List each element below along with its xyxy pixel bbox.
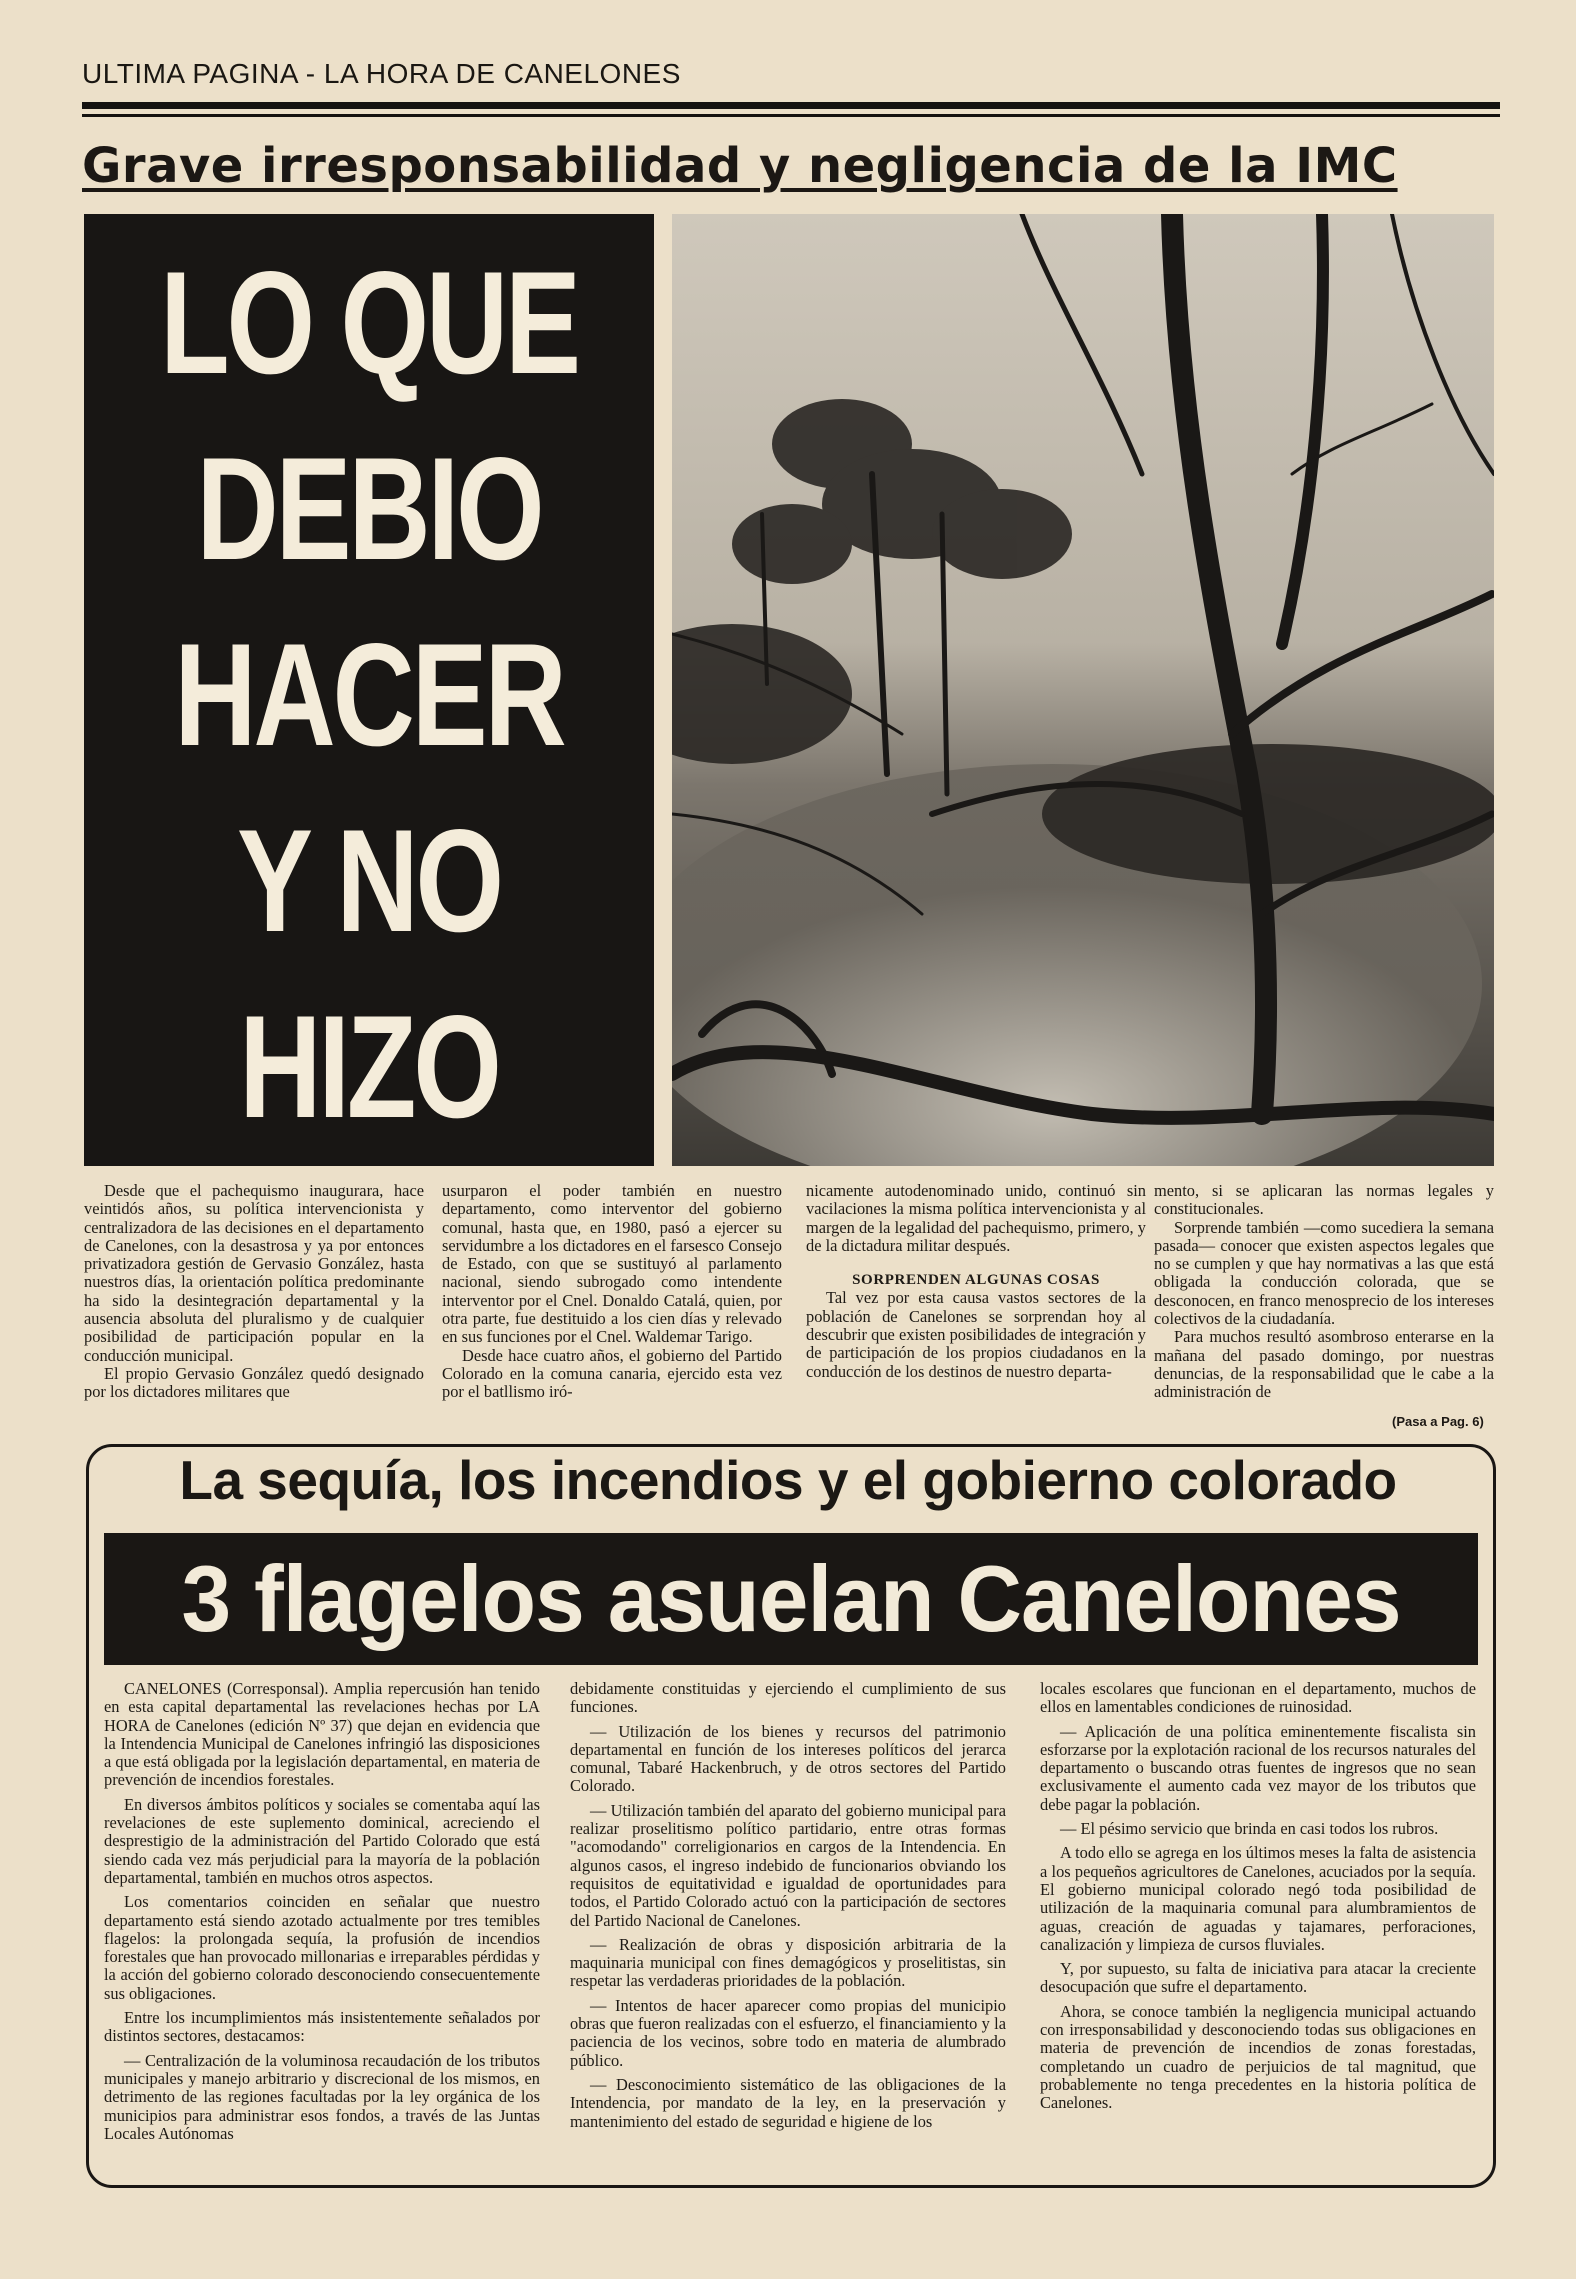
- paragraph: — El pésimo servicio que brinda en casi todos los rubros.: [1060, 1819, 1439, 1839]
- paragraph: A todo ello se agrega en los últimos meses la falta de asistencia a los pequeños agricultores de Canelones, acuciados por la sequía. El gobierno municipal colorado negó toda posibilidad de utilización de la maquinaria comunal para alumbramientos de aguas, creación de aguadas y tajamares, perforaciones, canalización y limpieza de cursos fluviales.: [1040, 1843, 1476, 1954]
- paragraph: — Utilización también del aparato del gobierno municipal para realizar proselitismo político partidario, entre otras formas "acomodando" correligionarios en cargos de la Intendencia. En algunos casos, el ingreso indebido de funcionarios obviando los requisitos de equitatividad e igualdad de oportunidades para todos, el Partido Colorado actuó con la participación de sectores del Partido Nacional de Canelones.: [570, 1800, 1006, 1930]
- paragraph: Tal vez por esta causa vastos sectores de la población de Canelones se sorprendan hoy al descubrir que existen posibilidades de integración y de participación de los propios ciudadanos en la conducción de los destinos de nuestro departa-: [806, 1288, 1146, 1381]
- paragraph: — Aplicación de una política eminentemente fiscalista sin esforzarse por la explotación racional de los recursos naturales del departamento o buscando otras fuentes de ingresos que no sean exclusivamente el aumento cada vez mayor de los tributos que debe pagar la población.: [1040, 1721, 1476, 1814]
- article1-column-2: [442, 1182, 782, 1402]
- continued-note: (Pasa a Pag. 6): [1392, 1414, 1484, 1429]
- section-subhead: SORPRENDEN ALGUNAS COSAS: [852, 1272, 1100, 1289]
- title-line: HIZO: [239, 985, 499, 1148]
- paragraph: — Realización de obras y disposición arbitraria de la maquinaria municipal con fines demagógicos y proselitistas, sin respetar las verdaderas prioridades de la población.: [570, 1934, 1006, 1991]
- paragraph: Para muchos resultó asombroso enterarse en la mañana del pasado domingo, por nuestras denuncias, de la responsabilidad que le cabe a la administración de: [1154, 1327, 1494, 1402]
- paragraph: locales escolares que funcionan en el departamento, muchos de ellos en lamentables condiciones de ruinosidad.: [1040, 1679, 1476, 1717]
- title-line: HACER: [174, 613, 564, 776]
- article2-column-3: [1040, 1680, 1476, 2119]
- burned-forest-photo: [672, 214, 1494, 1166]
- article2-column-2: [570, 1680, 1006, 2137]
- paragraph: debidamente constituidas y ejerciendo el cumplimiento de sus funciones.: [570, 1679, 1006, 1717]
- title-line: LO QUE: [160, 241, 578, 404]
- title-block: [84, 214, 654, 1166]
- article2-banner: [104, 1533, 1478, 1665]
- header-rule-top: [82, 102, 1500, 109]
- running-head: ULTIMA PAGINA - LA HORA DE CANELONES: [82, 58, 681, 89]
- paragraph: Y, por supuesto, su falta de iniciativa para atacar la creciente desocupación que sufre el departamento.: [1040, 1959, 1476, 1997]
- paragraph: — Intentos de hacer aparecer como propias del municipio obras que fueron realizadas con el esfuerzo, el financiamiento y la paciencia de los vecinos, sobre todo en materia de alumbrado público.: [570, 1995, 1006, 2070]
- paragraph: usurparon el poder también en nuestro departamento, como interventor del gobierno comunal, hasta que, en 1980, pasó a ejercer su servidumbre a los dictadores en el farsesco Consejo de Estado, con que se sustituyó al parlamento nacional, siendo subrogado como intendente interventor por el Cnel. Donaldo Catalá, quien, por otra parte, fue destituido a los cien días y relevado en sus funciones por el Cnel. Waldemar Tarigo.: [442, 1181, 782, 1347]
- paragraph: Sorprende también —como sucediera la semana pasada— conocer que existen aspectos legales que no se cumplen y que hay normativas a las que está obligada la conducción colorada, que se desconocen, en franco menosprecio de los intereses colectivos de la ciudadanía.: [1154, 1217, 1494, 1329]
- paragraph: nicamente autodenominado unido, continuó sin vacilaciones la misma política intervencionista y al margen de la legalidad del pachequismo, primero, y de la dictadura militar después.: [806, 1181, 1146, 1255]
- paragraph: Desde que el pachequismo inaugurara, hace veintidós años, su política intervencionista y centralizadora de las decisiones en el departamento de Canelones, con la desastrosa y ya por entonces privatizadora gestión de Gervasio González, hasta nuestros días, la orientación política predominante ha sido la desintegración departamental y la ausencia absoluta del pluralismo y de cualquier posibilidad de participación popular en la conducción municipal.: [84, 1181, 424, 1365]
- article2-kicker: La sequía, los incendios y el gobierno colorado: [179, 1449, 1397, 1511]
- paragraph: Entre los incumplimientos más insistentemente señalados por distintos sectores, destacamos:: [104, 2008, 540, 2046]
- paragraph: CANELONES (Corresponsal). Amplia repercusión han tenido en esta capital departamental las revelaciones hechas por LA HORA de Canelones (edición Nº 37) que dejan en evidencia que la Intendencia Municipal de Canelones infringió las disposiciones a que está obligada por la legislación departamental, en materia de prevención de incendios forestales.: [104, 1679, 540, 1790]
- main-headline: Grave irresponsabilidad y negligencia de la IMC: [82, 138, 1398, 194]
- paragraph: Ahora, se conoce también la negligencia municipal actuando con irresponsabilidad y desconociendo todas sus obligaciones en materia de prevención de incendios de zonas forestadas, completando un cuadro de perjuicios de tal magnitud, que probablemente no tenga precedentes en la historia política de Canelones.: [1040, 2001, 1476, 2113]
- article1-column-3: [806, 1182, 1146, 1381]
- article2-headline: 3 flagelos asuelan Canelones: [181, 1546, 1401, 1651]
- paragraph: — Desconocimiento sistemático de las obligaciones de la Intendencia, por mandato de la ley, en la preservación y mantenimiento del estado de seguridad e higiene de los: [570, 2074, 1006, 2131]
- paragraph: Los comentarios coinciden en señalar que nuestro departamento está siendo azotado actualmente por tres temibles flagelos: la prolongada sequía, la profusión de incendios forestales que han provocado millonarias e irreparables pérdidas y la acción del gobierno colorado desconociendo consecuentemente sus obligaciones.: [104, 1892, 540, 2003]
- header-rule-bottom: [82, 114, 1500, 117]
- article1-column-1: [84, 1182, 424, 1402]
- paragraph: mento, si se aplicaran las normas legales y constitucionales.: [1154, 1181, 1494, 1219]
- paragraph: — Utilización de los bienes y recursos del patrimonio departamental en función de los intereses políticos del jerarca comunal, Tabaré Hackenbruch, y de otros sectores del Partido Colorado.: [570, 1721, 1006, 1796]
- paragraph: Desde hace cuatro años, el gobierno del Partido Colorado en la comuna canaria, ejercido esta vez por el batllismo iró-: [442, 1345, 782, 1402]
- title-line: Y NO: [237, 799, 501, 962]
- paragraph: — Centralización de la voluminosa recaudación de los tributos municipales y manejo arbitrario y discrecional de los mismos, en detrimento de las regiones facultadas por la ley orgánica de los municipios para administrar esos fondos, a través de las Juntas Locales Autónomas: [104, 2050, 540, 2143]
- article2-column-1: [104, 1680, 540, 2149]
- paragraph: El propio Gervasio González quedó designado por los dictadores militares que: [84, 1363, 424, 1402]
- article1-column-4: [1154, 1182, 1494, 1402]
- paragraph: En diversos ámbitos políticos y sociales se comentaba aquí las revelaciones de este suplemento dominical, acreciendo el desprestigio de la administración del Partido Colorado que está siendo cada vez más perjudicial para la mayoría de la población departamental, también en muchos otros aspectos.: [104, 1794, 540, 1887]
- title-line: DEBIO: [196, 427, 542, 590]
